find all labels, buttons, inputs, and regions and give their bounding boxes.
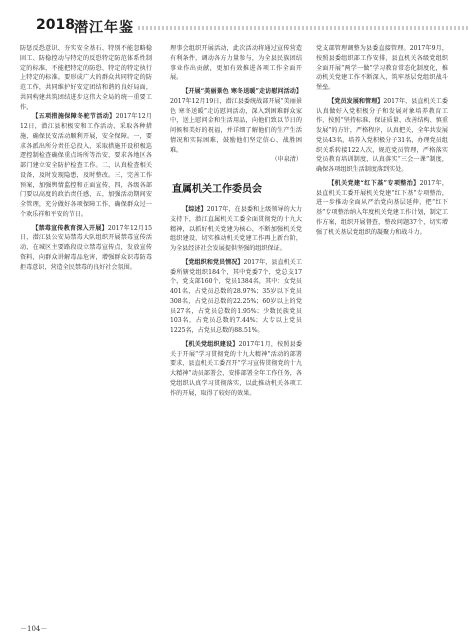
section-heading-member-development: 【党员发展和管理】2017年，县直机关工委认真做好入党积极分子和发展对象培养教育工作，按照“坚持标准、保证质量、改善结构、慎重发展”的方针，严格程序，认真把关，全年共发展党员43名，培养入党积极分子31名，办理党员组织关系转接122人次，规范党员管理，严格落实党员教育培训制度，认真落实“三会一课”制度，确保各项组织生活制度落到实处。 [316,97,448,173]
paragraph: 防惩反恐意识、夯实安全基石、特别不能忽略稳固工、防稳控动与特定的反恐特定防范体系性制定的标准，不能把特定的防恐、特定的特定执行上特定的标准。要形成广大的群众共同特定的防范工作，共同维护好安定团结和谐的良好局面，共同构建共筑团结进步这伟大全局的统一重要工作， [20,45,152,111]
page-number: －104－ [20,625,48,633]
column-left [20,44,152,614]
column-right [316,44,448,614]
section-heading-drug-education: 【禁毒宣传教育深入开展】2017年12月15日，潜江县公安局禁毒大队组织开展禁毒宣传活动，在城区主要路段设立禁毒宣传点，发放宣传资料，向群众讲解毒品危害，增强群众识毒防毒拒毒意识，营造全民禁毒的良好社会氛围。 [20,224,152,271]
chapter-heading: 直属机关工作委员会 [172,184,262,195]
column-middle [170,44,302,614]
section-heading-winter-festival: 【五项措施保障冬驼节活动】2017年12月12日，潜江县积极安和工作活动、采取各种措施，确保民安活动顺利开展，安全保障。一，要求各派出所分责任总投入，采取措施开设积极巡逻控制检查确保重点场所等治安，要求各地区各部门建立安全防护检查工作。二，认真检查相关设备，及时发现隐患，及时整改。三，完善工作预案，加强舆情监控和正面宣传，四，各级各部门要以高度的政治责任感，五，加强活动期间安全管理，充分做好各项保障工作，确保群众过一个欢乐祥和平安的节日。 [20,113,152,218]
section-heading-winter-visit: 【开展“美丽景色 寒冬送暖”走访慰问活动】2017年12月19日，潜江县委统战部开展“美丽景色 寒冬送暖”走访慰问活动，深入到困难群众家中，送上慰问金和生活用品，向他们致以节日的问候和美好的祝福，并详细了解他们的生产生活情况和实际困难，鼓励他们坚定信心、战胜困难。 [170,88,302,154]
header-title: 潜江年鉴 [74,20,134,36]
paragraph: 理事会组织开展活动，此次活动将通过宣传营造有利条件，调动各方力量参与，为全县民族团结事业作出贡献，更加有效推进各项工作全面开展。 [170,45,302,82]
paragraph: 党支部管理调整为县委直接管理。2017年9月，按照县委组织部工作安排，县直机关各级党组织全面开展“两学一做”学习教育常态化制度化，推动机关党建工作不断深入，筑牢基层党组织战斗堡垒。 [316,45,448,91]
section-heading-org-building: 【机关党组织建设】2017年1月，按照县委关于开展“学习贯彻党的十九大精神”活动的部署要求，县直机关工委召开“学习宣传贯彻党的十九大精神”动员部署会，安排部署全年工作任务，各党组织认真学习贯彻落实，以此推动机关各项工作的开展，取得了较好的效果。 [170,340,302,397]
section-heading-overview: 【综述】2017年，在县委和上级领导的大力支持下，潜江直属机关工委全面贯彻党的十九大精神，以抓好机关党建为核心，不断加强机关党组织建设，切实推动机关党建工作再上新台阶，为全县经济社会发展提供坚强的组织保证。 [170,206,302,252]
header-rule [138,26,468,30]
header-year: 2018 [36,17,75,33]
signature: （申泉清） [271,156,302,164]
running-header [26,14,446,40]
section-heading-party-members: 【党组织和党员情况】2017年，县直机关工委所辖党组织184个，其中党委7个，党总支17个，党支部160个，党员1384名，其中：女党员401名，占党员总数的28.97%；35岁以下党员308名，占党员总数的22.25%；60岁以上的党员27名，占党员总数的1.95%；少数民族党员103名，占党员总数的7.44%；大专以上党员1225名，占党员总数的88.51%。 [170,258,302,334]
section-heading-special-rectification: 【机关党建“红下基”专项整治】2017年，县直机关工委开展机关党建“红下基”专项整治，进一步推动全面从严治党向基层延伸，把“红下基”专项整治纳入年度机关党建工作计划，制定工作方案，组织开展督查，整改问题37个，切实增强了机关基层党组织的凝聚力和战斗力。 [316,179,448,236]
